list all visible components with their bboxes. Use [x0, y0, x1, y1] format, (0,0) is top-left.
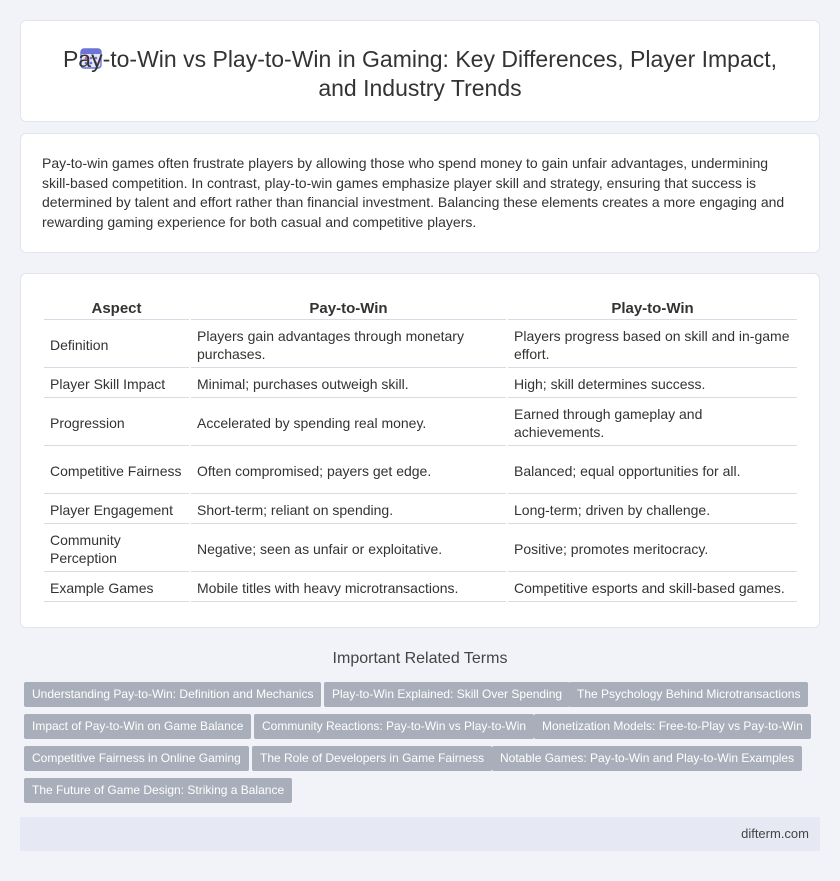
- row-pay-to-win: Minimal; purchases outweigh skill.: [191, 370, 506, 398]
- related-tag[interactable]: Monetization Models: Free-to-Play vs Pay-to-Win: [534, 714, 811, 739]
- table-row: [44, 400, 797, 446]
- table-row: [44, 448, 797, 494]
- header-pay-to-win: Pay-to-Win: [191, 298, 506, 320]
- row-play-to-win: Positive; promotes meritocracy.: [508, 526, 797, 572]
- row-pay-to-win: Negative; seen as unfair or exploitative.: [191, 526, 506, 572]
- related-tag[interactable]: Understanding Pay-to-Win: Definition and Mechanics: [24, 682, 321, 707]
- table-row: [44, 370, 797, 398]
- row-pay-to-win: Players gain advantages through monetary purchases.: [191, 322, 506, 368]
- comparison-card: [20, 273, 820, 628]
- row-aspect: Example Games: [44, 574, 189, 602]
- row-aspect: Community Perception: [44, 526, 189, 572]
- header-play-to-win: Play-to-Win: [508, 298, 797, 320]
- row-play-to-win: High; skill determines success.: [508, 370, 797, 398]
- page-title: Pay-to-Win vs Play-to-Win in Gaming: Key Differences, Player Impact, and Industry Trends: [62, 46, 778, 101]
- table-row: [44, 526, 797, 572]
- related-tag[interactable]: The Future of Game Design: Striking a Balance: [24, 778, 292, 803]
- table-row: [44, 496, 797, 524]
- footer: [20, 817, 820, 851]
- table-row: [44, 574, 797, 602]
- row-pay-to-win: Accelerated by spending real money.: [191, 400, 506, 446]
- related-tag[interactable]: Competitive Fairness in Online Gaming: [24, 746, 249, 771]
- row-play-to-win: Competitive esports and skill-based games.: [508, 574, 797, 602]
- related-tag[interactable]: Notable Games: Pay-to-Win and Play-to-Win Examples: [492, 746, 802, 771]
- table-row: [44, 322, 797, 368]
- related-terms-title: Important Related Terms: [332, 650, 508, 667]
- row-aspect: Player Engagement: [44, 496, 189, 524]
- row-pay-to-win: Mobile titles with heavy microtransactions.: [191, 574, 506, 602]
- row-aspect: Progression: [44, 400, 189, 446]
- row-play-to-win: Balanced; equal opportunities for all.: [508, 448, 797, 494]
- intro-paragraph: Pay-to-win games often frustrate players by allowing those who spend money to gain unfair advantages, undermining skill-based competition. In contrast, play-to-win games emphasize player skill and strategy, ensuring that success is determined by talent and effort rather than financial investment. Balancing these elements creates a more engaging and rewarding gaming experience for both casual and competitive players.: [42, 155, 785, 230]
- row-pay-to-win: Often compromised; payers get edge.: [191, 448, 506, 494]
- row-aspect: Definition: [44, 322, 189, 368]
- row-play-to-win: Earned through gameplay and achievements.: [508, 400, 797, 446]
- row-pay-to-win: Short-term; reliant on spending.: [191, 496, 506, 524]
- related-tag[interactable]: Impact of Pay-to-Win on Game Balance: [24, 714, 251, 739]
- header-aspect: Aspect: [44, 298, 189, 320]
- related-tag[interactable]: Community Reactions: Pay-to-Win vs Play-to-Win: [254, 714, 534, 739]
- related-tag[interactable]: Play-to-Win Explained: Skill Over Spending: [324, 682, 570, 707]
- row-play-to-win: Players progress based on skill and in-game effort.: [508, 322, 797, 368]
- header-card: [20, 20, 820, 122]
- comparison-table: [42, 296, 799, 604]
- related-tag[interactable]: The Role of Developers in Game Fairness: [252, 746, 492, 771]
- row-aspect: Player Skill Impact: [44, 370, 189, 398]
- related-tag[interactable]: The Psychology Behind Microtransactions: [569, 682, 808, 707]
- table-header-row: [44, 298, 797, 320]
- footer-site-link[interactable]: difterm.com: [741, 826, 809, 841]
- intro-card: [20, 133, 820, 253]
- row-aspect: Competitive Fairness: [44, 448, 189, 494]
- row-play-to-win: Long-term; driven by challenge.: [508, 496, 797, 524]
